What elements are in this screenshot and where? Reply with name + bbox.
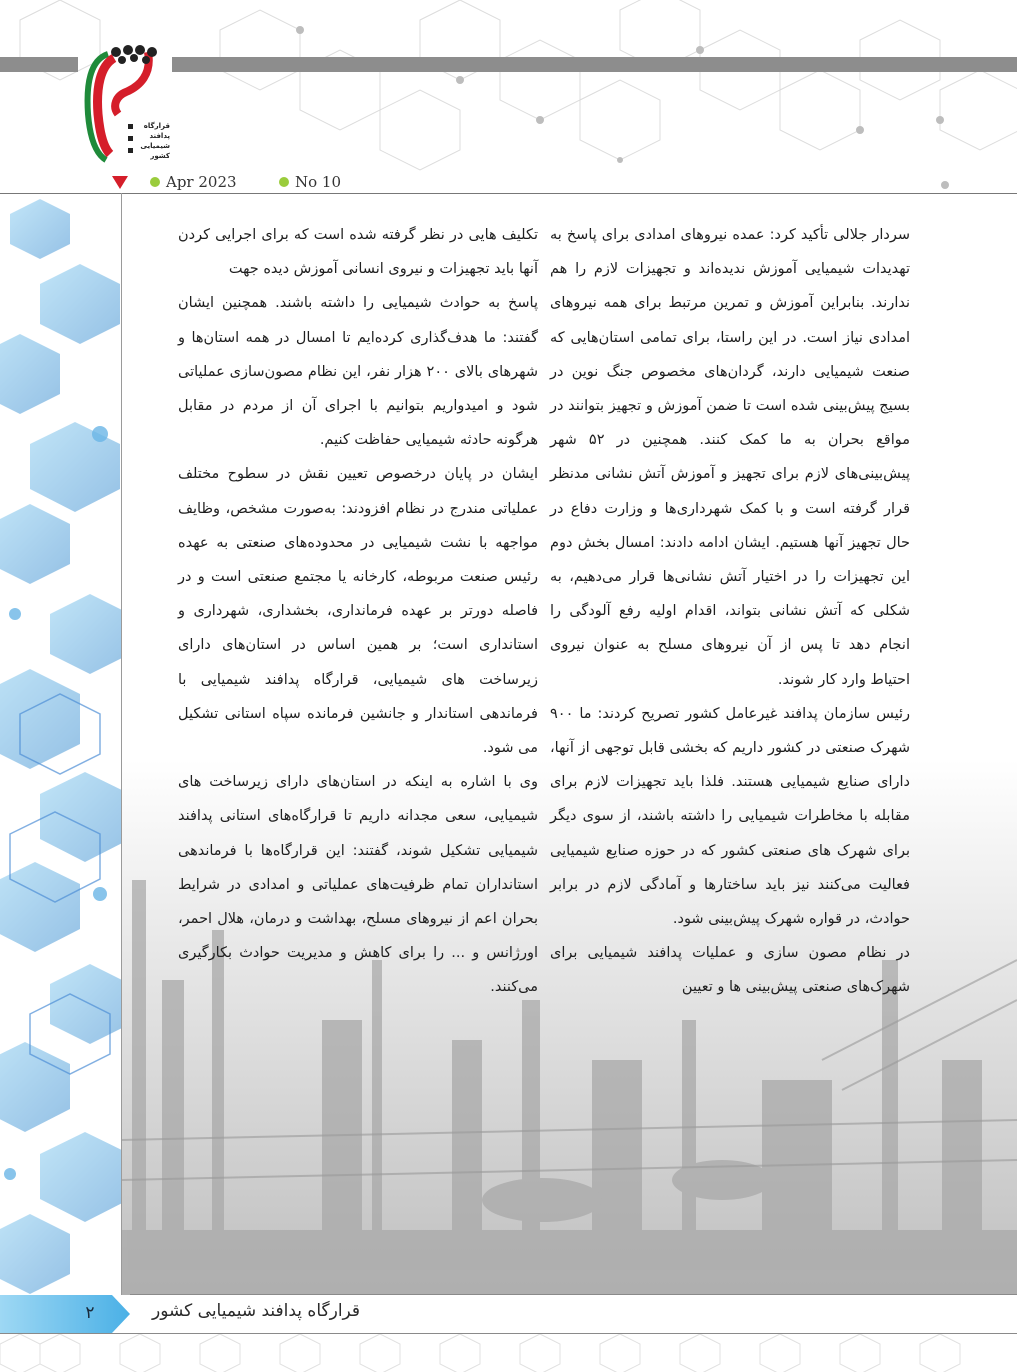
logo-text-line-3: شیمیایی — [140, 142, 170, 150]
article-column-right — [550, 218, 910, 1005]
logo-text-line-4: کشور — [150, 152, 170, 160]
paragraph: وی با اشاره به اینکه در استان‌های دارای زیرساخت های شیمیایی، سعی مجدانه داریم تا قرارگاه‌های استانی پدافند شیمیایی تشکیل شوند، گفتند: این قرارگاه‌ها با فرماندهی استانداران تمام ظرفیت‌های عملیاتی و امدادی در شرایط بحران اعم از نیروهای مسلح، بهداشت و درمان، هلال احمر، اورژانس و ... را برای کاهش و مدیریت حوادث بکارگیری می‌کنند. — [178, 774, 538, 996]
issue-number — [279, 173, 341, 191]
issue-number-text: No 10 — [295, 173, 342, 191]
header-divider — [0, 193, 1017, 194]
footer-hex-pattern — [0, 1334, 1017, 1372]
issue-date-text: Apr 2023 — [166, 173, 237, 191]
paragraph: در نظام مصون سازی و عملیات پدافند شیمیایی برای شهرک‌های صنعتی پیش‌بینی ها و تعیین — [550, 945, 910, 996]
issue-date — [150, 173, 237, 191]
header-bar-right — [172, 57, 1017, 72]
green-dot-icon — [150, 177, 160, 187]
paragraph: سردار جلالی تأکید کرد: عمده نیروهای امدادی برای پاسخ به تهدیدات شیمیایی آموزش ندیده‌اند و تجهیزات لازم را هم ندارند. بنابراین آموزش و تمرین مرتبط برای همه نیروهای امدادی نیاز است. در این راستا، برای تمامی استان‌هایی که صنعت شیمیایی دارند، گردان‌های مخصوص جنگ نوین در بسیج پیش‌بینی شده است تا ضمن آموزش و تجهیز بتوانند در مواقع بحران به ما کمک کنند. همچنین در ۵۲ شهر پیش‌بینی‌های لازم برای تجهیز و آموزش آتش نشانی مدنظر قرار گرفته است و با کمک شهرداری‌ها و وزارت دفاع در حال تجهیز آنها هستیم. ایشان ادامه دادند: امسال بخش دوم این تجهیزات را در اختیار آتش نشانی‌ها قرار می‌دهیم، به شکلی که آتش نشانی بتواند، اقدام اولیه رفع آلودگی را انجام دهد تا پس از آن نیروهای مسلح به عنوان نیروی احتیاط وارد کار شوند. — [550, 227, 910, 688]
paragraph: پاسخ به حوادث شیمیایی را داشته باشند. همچنین ایشان گفتند: ما هدف‌گذاری کرده‌ایم تا امسال در همه استان‌ها و شهرهای بالای ۲۰۰ هزار نفر، این نظام مصون‌سازی عملیاتی شود و امیدواریم بتوانیم با اجرای آن از مردم در مقابل هرگونه حادثه شیمیایی حفاظت کنیم. — [178, 295, 538, 449]
page-number: ۲ — [85, 1303, 95, 1323]
header-bar-left — [0, 57, 78, 72]
triangle-marker-icon — [112, 176, 128, 189]
organization-logo — [78, 44, 172, 168]
sidebar-hex-decoration — [0, 194, 122, 1294]
paragraph: ایشان در پایان درخصوص تعیین نقش در سطوح مختلف عملیاتی مندرج در نظام افزودند: به‌صورت مشخص، وظایف مواجهه با نشت شیمیایی در محدوده‌های صنعتی به عهده رئیس صنعت مربوطه، کارخانه یا مجتمع صنعتی است و در فاصله دورتر بر عهده فرمانداری، بخشداری، شهرداری و استانداری است؛ بر همین اساس در استان‌های دارای زیرساخت های شیمیایی، قرارگاه پدافند شیمیایی با فرماندهی استاندار و جانشین فرمانده سپاه استانی تشکیل می شود. — [178, 466, 538, 757]
footer-divider-top — [130, 1294, 1017, 1295]
logo-text-line-1: قرارگاه — [143, 122, 170, 130]
paragraph: رئیس سازمان پدافند غیرعامل کشور تصریح کردند: ما ۹۰۰ شهرک صنعتی در کشور داریم که بخشی قابل توجهی از آنها، دارای صنایع شیمیایی هستند. فلذا باید تجهیزات لازم برای مقابله با مخاطرات شیمیایی را داشته باشند، از سوی دیگر برای شهرک های صنعتی کشور که در حوزه صنایع شیمیایی فعالیت می‌کنند نیز باید ساختارها و آمادگی لازم در برابر حوادث، در قواره شهرک پیش‌بینی شود. — [550, 705, 910, 928]
logo-text-line-2: پدافند — [149, 132, 170, 140]
green-dot-icon — [279, 177, 289, 187]
paragraph: تکلیف هایی در نظر گرفته شده است که برای اجرایی کردن آنها باید تجهیزات و نیروی انسانی آموزش دیده جهت — [178, 227, 538, 278]
footer-title: قرارگاه پدافند شیمیایی کشور — [152, 1301, 361, 1321]
article-column-left — [178, 218, 538, 1005]
